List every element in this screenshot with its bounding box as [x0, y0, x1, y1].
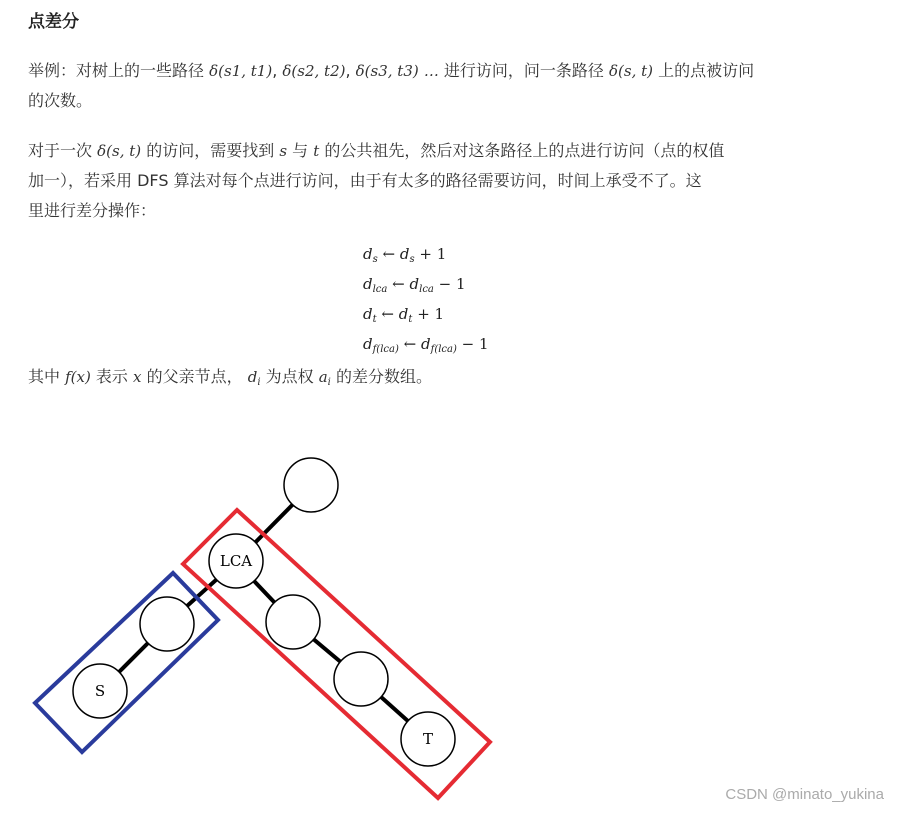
var-x: x — [133, 368, 142, 386]
equation-row: $d_s$ ← $d_s + 1$ — [363, 245, 447, 265]
example-mid: 进行访问，问一条路径 — [443, 61, 604, 80]
path-3: δ(s3, t3) — [355, 62, 419, 80]
def-part4: 的差分数组。 — [335, 367, 432, 386]
method-line3: 里进行差分操作： — [28, 201, 157, 220]
equation-row: $d_{lca}$ ← $d_{lca} - 1$ — [363, 275, 466, 295]
method-part1: 的访问，需要找到 — [146, 141, 275, 160]
lca-label: LCA — [219, 552, 253, 570]
var-fx: f(x) — [65, 368, 91, 386]
def-part2: 的父亲节点， — [146, 367, 243, 386]
query-path: δ(s, t) — [609, 62, 654, 80]
left-node — [140, 597, 194, 651]
var-di: $d_i$ — [247, 368, 261, 388]
method-line1-end: 的公共祖先，然后对这条路径上的点进行访问（点的权值 — [324, 141, 725, 160]
method-query: δ(s, t) — [97, 142, 142, 160]
method-prefix: 对于一次 — [28, 141, 93, 160]
example-paragraph: 举例：对树上的一些路径 δ(s1, t1), δ(s2, t2), δ(s3, t3) … 进行访问，问一条路径 δ(s, t) 上的点被访问 的次数。 — [28, 61, 755, 110]
t-label: T — [422, 730, 434, 748]
example-prefix: 举例：对树上的一些路径 — [28, 61, 205, 80]
right-node-1 — [266, 595, 320, 649]
path-1: δ(s1, t1) — [209, 62, 273, 80]
var-s: s — [279, 142, 288, 160]
right-node-2 — [334, 652, 388, 706]
var-t: t — [313, 142, 320, 160]
example-line2: 的次数。 — [28, 91, 93, 110]
def-prefix: 其中 — [28, 367, 61, 386]
method-line2: 加一），若采用 DFS 算法对每个点进行访问，由于有太多的路径需要访问，时间上承受不了。这 — [28, 171, 702, 190]
ellipsis: … — [423, 62, 439, 80]
s-label: S — [94, 682, 106, 700]
equation-row: $d_{f(lca)}$ ← $d_{f(lca)} - 1$ — [363, 335, 489, 355]
example-line1-end: 上的点被访问 — [658, 61, 755, 80]
equation-row: $d_t$ ← $d_t + 1$ — [363, 305, 445, 325]
watermark: CSDN @minato_yukina — [725, 786, 884, 803]
path-2: δ(s2, t2) — [282, 62, 346, 80]
method-and: 与 — [292, 141, 309, 160]
var-ai: $a_i$ — [318, 368, 331, 388]
section-title: 点差分 — [28, 12, 79, 32]
def-part1: 表示 — [95, 367, 128, 386]
root-node — [284, 458, 338, 512]
def-part3: 为点权 — [265, 367, 314, 386]
